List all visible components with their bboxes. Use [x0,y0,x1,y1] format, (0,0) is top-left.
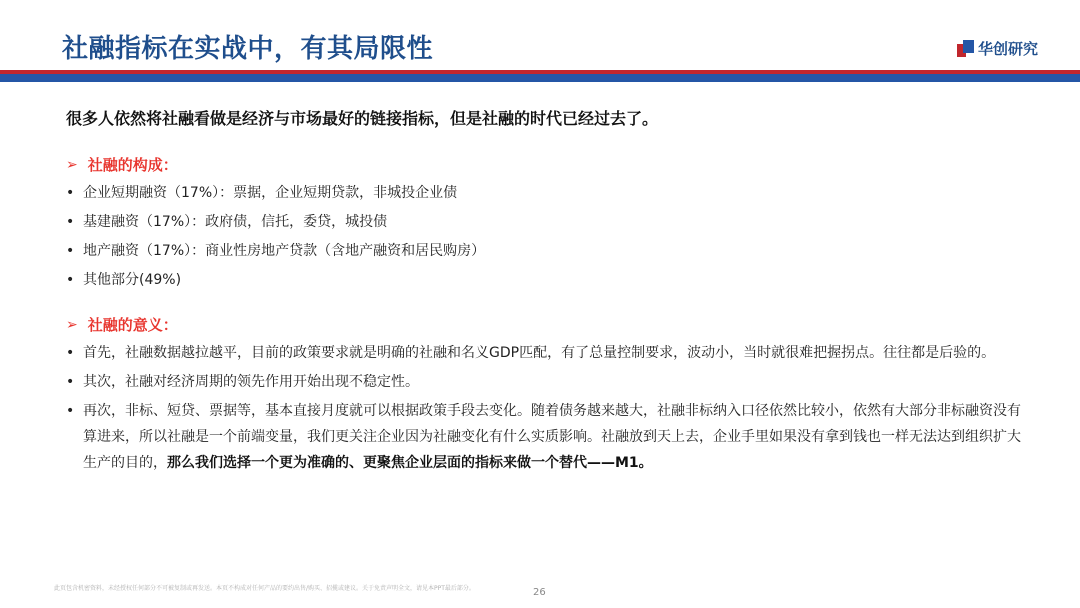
page-number: 26 [533,587,546,598]
list-item [66,238,1026,264]
list-item-text: 首先，社融数据越拉越平，目前的政策要求就是明确的社融和名义GDP匹配，有了总量控制要求，波动小，当时就很难把握拐点。往往都是后验的。 [83,345,996,361]
list-item-text: 企业短期融资（17%）：票据，企业短期贷款，非城投企业债 [83,185,458,201]
list-item-text: 基建融资（17%）：政府债，信托，委贷，城投债 [83,214,388,230]
list-item [66,369,1026,395]
composition-list [66,180,1026,296]
bullet-icon: • [66,185,75,201]
section-heading-significance [66,314,178,335]
list-item [66,340,1026,366]
section-heading-text: 社融的构成： [87,156,178,174]
list-item [66,209,1026,235]
list-item-text: 再次，非标、短贷、票据等，基本直接月度就可以根据政策手段去变化。随着债务越来越大，社融非标纳入口径依然比较小，依然有大部分非标融资没有算进来，所以社融是一个前端变量，我们更关注企业因为社融变化有什么实质影响。社融放到天上去，企业手里如果没有拿到钱也一样无法达到组织扩大生产的目的， [83,403,1021,471]
huachuang-logo-icon [957,40,974,57]
brand-logo [957,38,1038,59]
bullet-icon: • [66,214,75,230]
list-item-text: 其他部分(49%) [83,272,182,288]
lead-statement: 很多人依然将社融看做是经济与市场最好的链接指标，但是社融的时代已经过去了。 [66,109,659,128]
bullet-icon: • [66,374,75,390]
arrow-bullet-icon: ➢ [66,156,78,173]
header-divider-blue [0,74,1080,82]
footer-disclaimer: 此页包含机密资料，未经授权任何部分不可被复制或再发送。本页不构成对任何产品的要约出售/购买、招揽或建议。关于免责声明全文，请见本PPT最后部分。 [54,585,475,592]
list-item-text: 地产融资（17%）：商业性房地产贷款（含地产融资和居民购房） [83,243,486,259]
list-item [66,180,1026,206]
significance-list [66,340,1026,479]
bullet-icon: • [66,403,75,419]
section-heading-text: 社融的意义： [87,316,178,334]
bullet-icon: • [66,272,75,288]
arrow-bullet-icon: ➢ [66,316,78,333]
list-item-text: 其次，社融对经济周期的领先作用开始出现不稳定性。 [83,374,419,390]
bullet-icon: • [66,243,75,259]
list-item [66,267,1026,293]
logo-text: 华创研究 [978,40,1039,58]
list-item-emphasis: 那么我们选择一个更为准确的、更聚焦企业层面的指标来做一个替代——M1。 [167,455,653,471]
list-item [66,398,1026,476]
page-title: 社融指标在实战中，有其局限性 [62,34,434,64]
section-heading-composition [66,154,178,175]
bullet-icon: • [66,345,75,361]
